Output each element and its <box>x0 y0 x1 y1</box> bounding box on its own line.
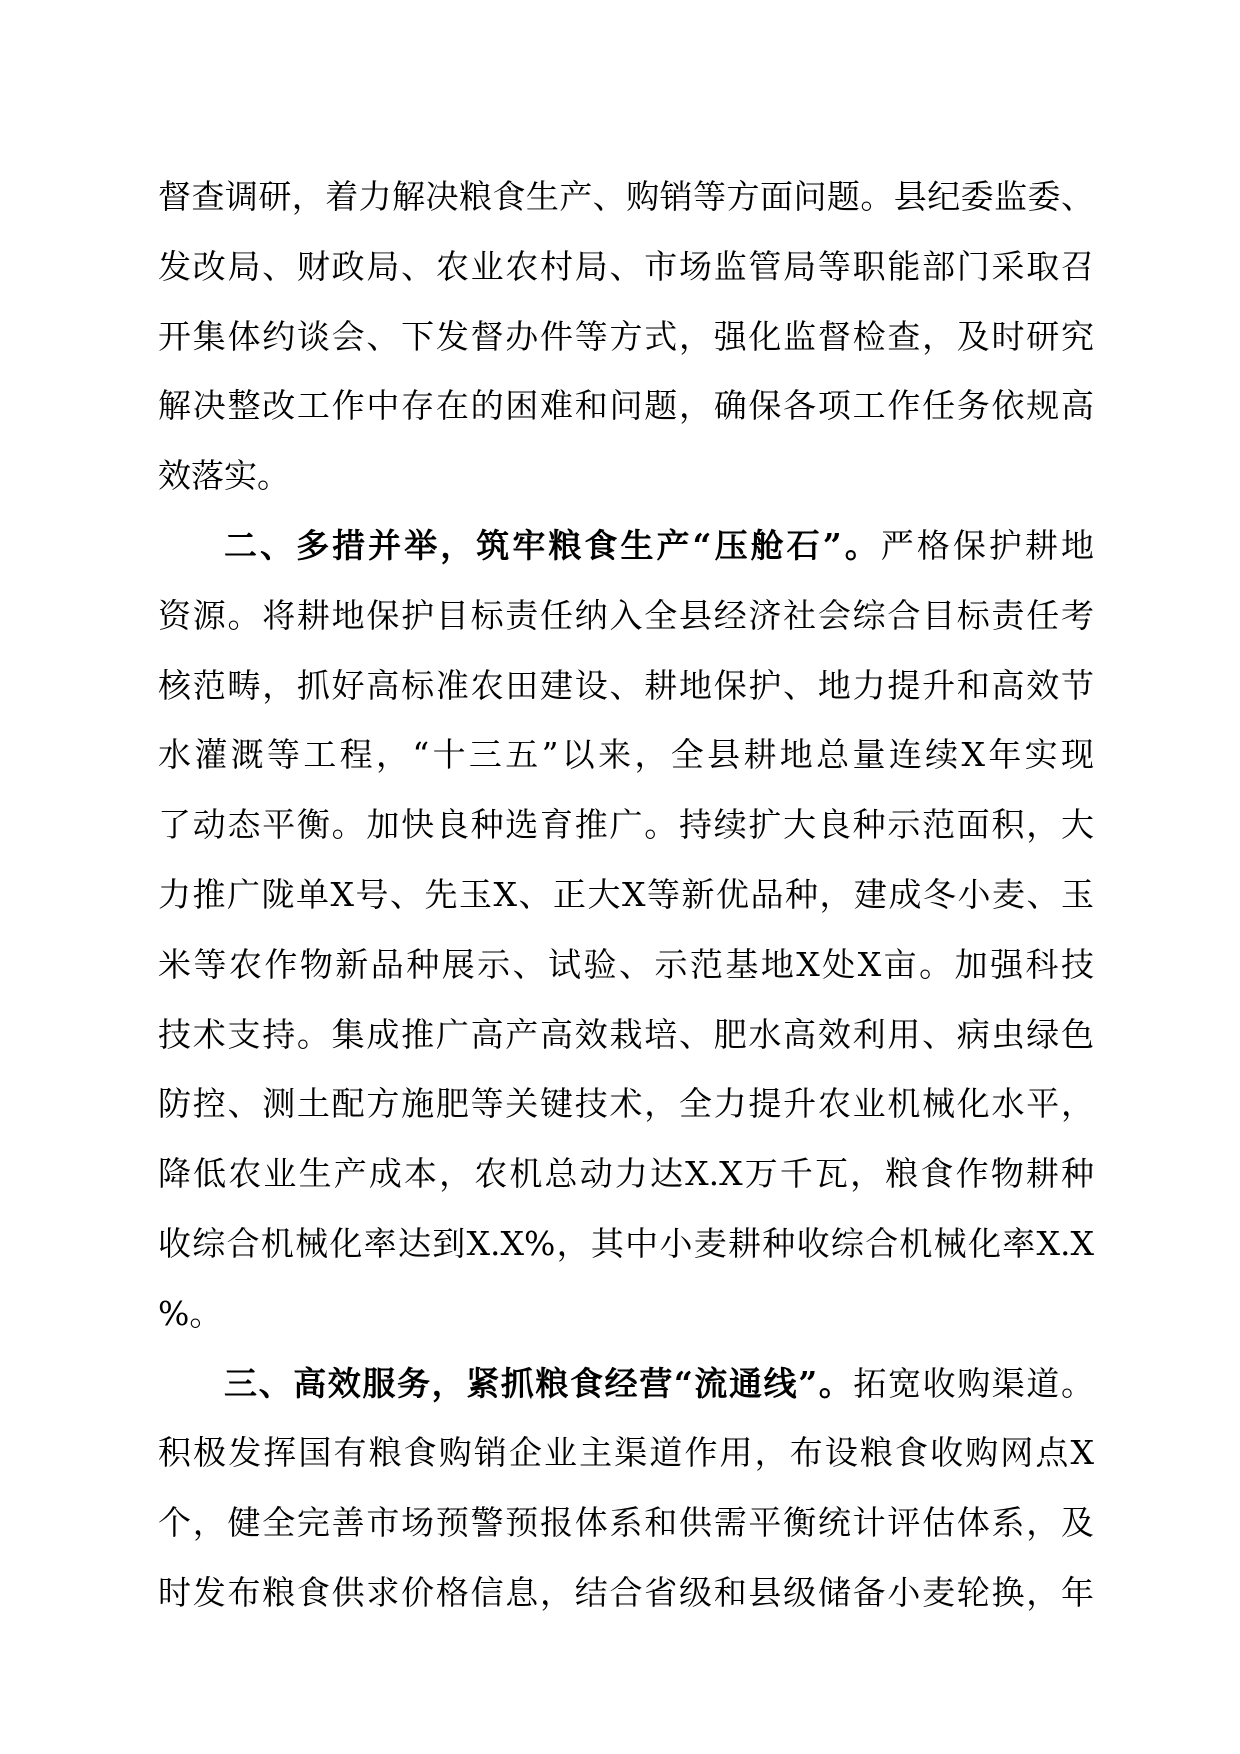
text-line <box>158 1139 1094 1209</box>
line-text: 核范畴，抓好高标准农田建设、耕地保护、地力提升和高效节 <box>158 665 1094 705</box>
text-line <box>158 1000 1094 1070</box>
text-line <box>158 1488 1094 1558</box>
text-line <box>158 1209 1094 1279</box>
text-line <box>158 441 1094 511</box>
text-line <box>158 581 1094 651</box>
text-line <box>158 1418 1094 1488</box>
text-line <box>158 162 1094 232</box>
text-line <box>158 651 1094 721</box>
text-line <box>158 1279 1094 1349</box>
line-text: 开集体约谈会、下发督办件等方式，强化监督检查，及时研究 <box>158 316 1094 356</box>
line-text: 了动态平衡。加快良种选育推广。持续扩大良种示范面积，大 <box>158 805 1094 845</box>
line-text: 发改局、财政局、农业农村局、市场监管局等职能部门采取召 <box>158 246 1094 286</box>
line-text: 技术支持。集成推广高产高效栽培、肥水高效利用、病虫绿色 <box>158 1014 1094 1054</box>
line-text: 积极发挥国有粮食购销企业主渠道作用，布设粮食收购网点X <box>158 1433 1094 1473</box>
text-line <box>158 930 1094 1000</box>
line-text: 资源。将耕地保护目标责任纳入全县经济社会综合目标责任考 <box>158 595 1094 635</box>
section-heading: 三、高效服务，紧抓粮食经营“流通线”。 <box>224 1363 854 1403</box>
line-text: 防控、测土配方施肥等关键技术，全力提升农业机械化水平， <box>158 1084 1094 1124</box>
body-text <box>158 162 1094 1628</box>
section-heading: 二、多措并举，筑牢粮食生产“压舱石”。 <box>224 525 881 565</box>
line-text: 力推广陇单X号、先玉X、正大X等新优品种，建成冬小麦、玉 <box>158 874 1094 914</box>
text-line <box>158 511 1094 581</box>
text-line <box>158 790 1094 860</box>
text-line <box>158 302 1094 372</box>
text-line <box>158 1069 1094 1139</box>
line-text: 收综合机械化率达到X.X%，其中小麦耕种收综合机械化率X.X <box>158 1223 1094 1263</box>
line-text: 拓宽收购渠道。 <box>853 1363 1094 1403</box>
line-text: 严格保护耕地 <box>880 525 1094 565</box>
line-text: 米等农作物新品种展示、试验、示范基地X处X亩。加强科技 <box>158 944 1094 984</box>
line-text: 效落实。 <box>158 456 290 496</box>
text-line <box>158 1349 1094 1419</box>
line-text: 个，健全完善市场预警预报体系和供需平衡统计评估体系，及 <box>158 1503 1094 1543</box>
text-line <box>158 371 1094 441</box>
line-text: 解决整改工作中存在的困难和问题，确保各项工作任务依规高 <box>158 386 1094 426</box>
line-text: 水灌溉等工程，“十三五”以来，全县耕地总量连续X年实现 <box>158 735 1094 775</box>
text-line <box>158 232 1094 302</box>
line-text: 时发布粮食供求价格信息，结合省级和县级储备小麦轮换，年 <box>158 1572 1094 1612</box>
line-text: 督查调研，着力解决粮食生产、购销等方面问题。县纪委监委、 <box>158 177 1094 216</box>
line-text: 降低农业生产成本，农机总动力达X.X万千瓦，粮食作物耕种 <box>158 1154 1094 1194</box>
text-line <box>158 720 1094 790</box>
line-text: %。 <box>158 1293 223 1333</box>
text-line <box>158 1558 1094 1628</box>
text-line <box>158 860 1094 930</box>
